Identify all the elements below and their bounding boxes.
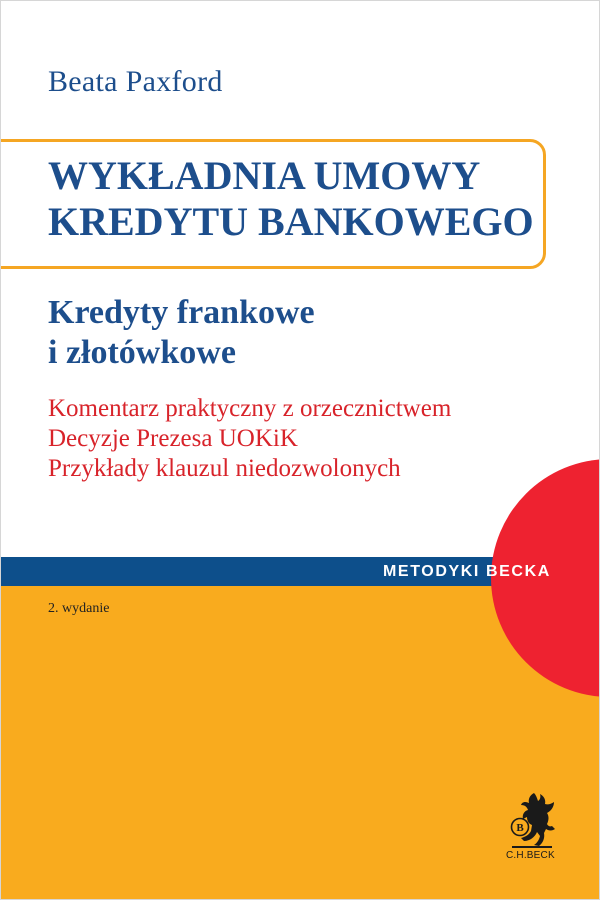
series-label: METODYKI BECKA: [383, 563, 551, 580]
subtitle-line-2: i złotówkowe: [48, 334, 236, 371]
griffin-logo-graphic: [504, 789, 560, 851]
title-line-2: KREDYTU BANKOWEGO: [48, 199, 534, 244]
book-title: [48, 153, 534, 245]
subtitle-line-1: Kredyty frankowe: [48, 294, 315, 331]
author-name: Beata Paxford: [48, 65, 223, 98]
edition-label: 2. wydanie: [48, 601, 110, 616]
feature-item: Przykłady klauzul niedozwolonych: [48, 455, 401, 482]
book-subtitle: [48, 293, 315, 373]
griffin-logo-icon: [504, 789, 560, 851]
publisher-name: C.H.BECK: [506, 850, 555, 861]
feature-list: [48, 394, 451, 484]
feature-item: Komentarz praktyczny z orzecznictwem: [48, 395, 452, 422]
svg-text:B: B: [516, 822, 524, 834]
title-line-1: WYKŁADNIA UMOWY: [48, 153, 481, 198]
feature-item: Decyzje Prezesa UOKiK: [48, 425, 298, 452]
